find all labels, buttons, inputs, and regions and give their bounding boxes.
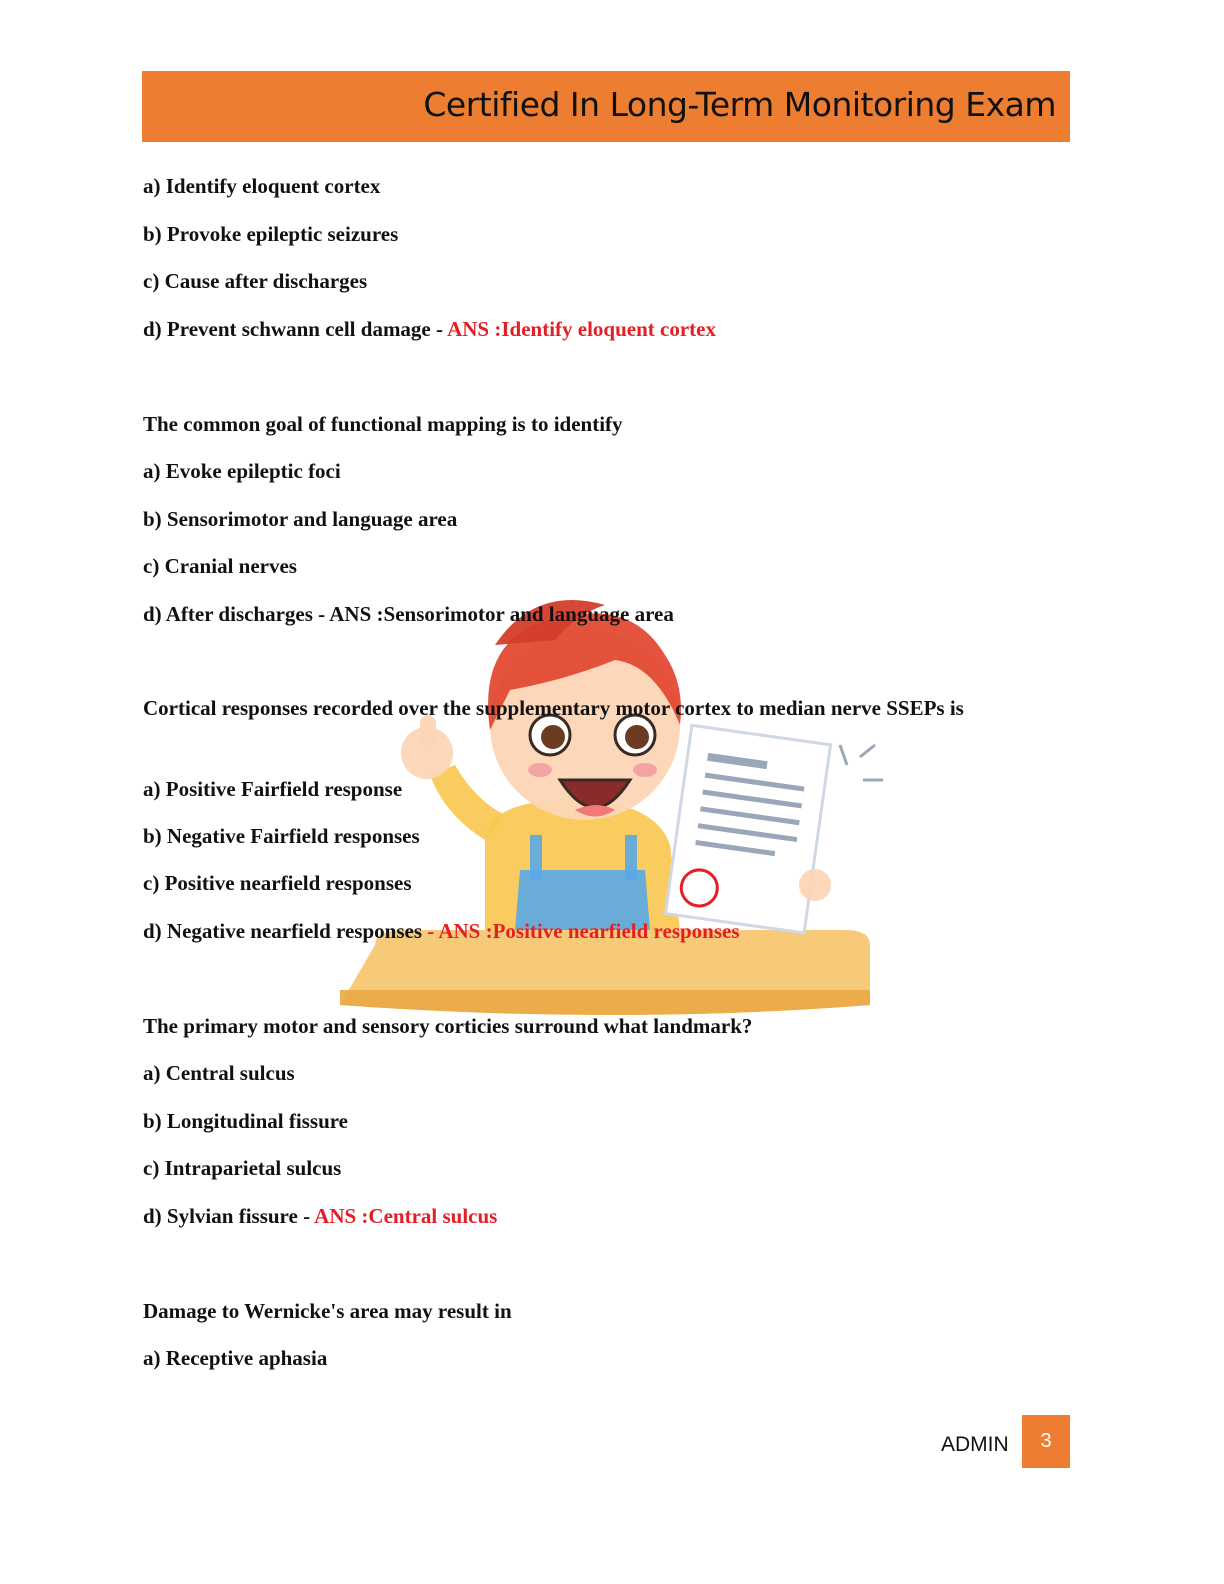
option-c: c) Cranial nerves bbox=[143, 554, 297, 578]
option-b: b) Provoke epileptic seizures bbox=[143, 222, 399, 246]
option-a: a) Positive Fairfield response bbox=[143, 777, 403, 801]
question-text: Cortical responses recorded over the supplementary motor cortex to median nerve SSEPs is bbox=[143, 696, 964, 720]
option-a: a) Evoke epileptic foci bbox=[143, 459, 341, 483]
footer-label: ADMIN bbox=[941, 1433, 1009, 1456]
option-b: b) Longitudinal fissure bbox=[143, 1109, 349, 1133]
option-a: a) Receptive aphasia bbox=[143, 1346, 328, 1370]
option-c: c) Positive nearfield responses bbox=[143, 871, 412, 895]
option-d bbox=[143, 1206, 497, 1227]
option-b: b) Sensorimotor and language area bbox=[143, 507, 458, 531]
option-d-text: d) Negative nearfield responses bbox=[143, 919, 428, 943]
option-b: b) Negative Fairfield responses bbox=[143, 824, 420, 848]
question-text: The primary motor and sensory corticies surround what landmark? bbox=[143, 1014, 753, 1038]
header-bar bbox=[142, 71, 1070, 142]
option-d: d) After discharges - ANS :Sensorimotor and language area bbox=[143, 602, 674, 626]
option-d-text: d) Prevent schwann cell damage - bbox=[143, 317, 448, 341]
option-c: c) Intraparietal sulcus bbox=[143, 1156, 342, 1180]
option-d-text: d) Sylvian fissure - bbox=[143, 1204, 315, 1228]
option-d bbox=[143, 319, 716, 340]
page-number-badge bbox=[1022, 1415, 1070, 1468]
answer-text: ANS :Central sulcus bbox=[314, 1204, 498, 1228]
option-d bbox=[143, 921, 740, 942]
option-c: c) Cause after discharges bbox=[143, 269, 368, 293]
option-a: a) Central sulcus bbox=[143, 1061, 295, 1085]
question-text: Damage to Wernicke's area may result in bbox=[143, 1299, 512, 1323]
question-text: The common goal of functional mapping is to identify bbox=[143, 412, 623, 436]
answer-text: ANS :Identify eloquent cortex bbox=[447, 317, 716, 341]
kid-thumbs-up-illustration bbox=[335, 585, 895, 1035]
answer-text: - ANS :Positive nearfield responses bbox=[427, 919, 740, 943]
option-a: a) Identify eloquent cortex bbox=[143, 174, 381, 198]
document-title: Certified In Long-Term Monitoring Exam bbox=[423, 85, 1056, 124]
page-number: 3 bbox=[1040, 1430, 1052, 1452]
